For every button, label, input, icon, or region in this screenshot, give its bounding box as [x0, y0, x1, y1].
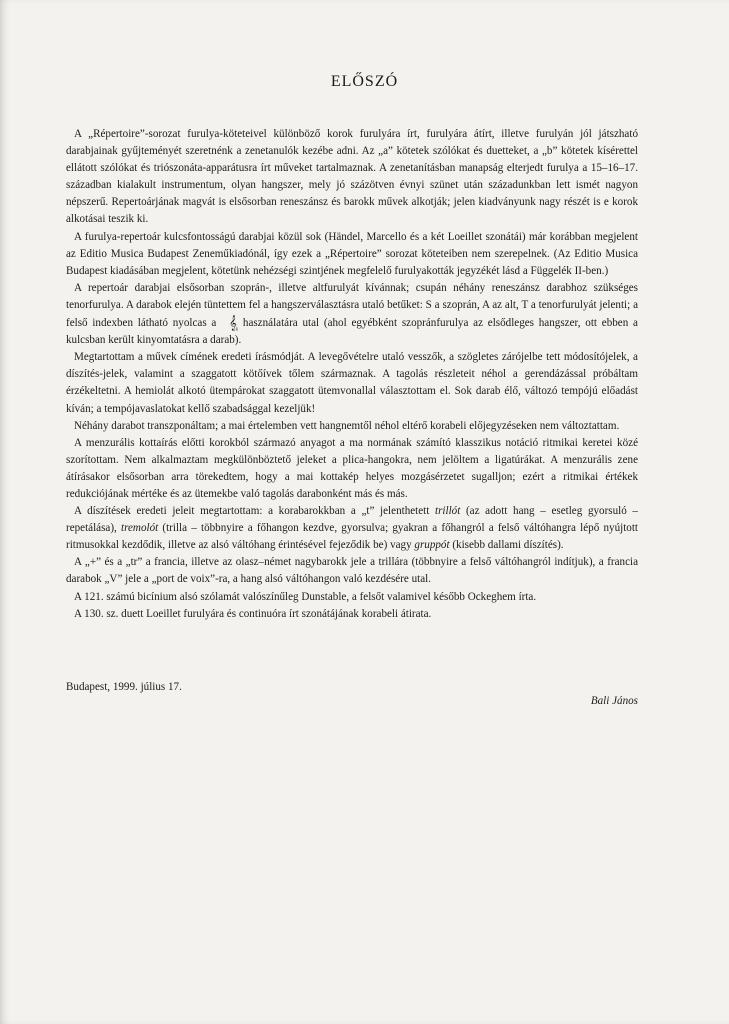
paragraph-10: A 130. sz. duett Loeillet furulyára és continuóra írt szonátájának korabeli átirata. [74, 607, 432, 620]
paragraph-3-head: A repertoár darabjai elsősorban szoprán-, illetve altfurulyát kívánnak; csupán néhány reneszánsz darabhoz szükséges tenorfurulya. A darabok elején tüntettem fel a hangszerválasztásra utaló betűket: S a szoprán, A az alt, T a tenorfurulyát jelenti; a felső indexben látható nyolcas a [66, 281, 638, 330]
paragraph-2: A furulya-repertoár kulcsfontosságú darabjai közül sok (Händel, Marcello és a két Loeillet szonátái) már korábban megjelent az Editio Musica Budapest Zeneműkiadónál, így ezek a „Répertoire” sorozat köteteiben nem szerepelnek. (Az Editio Musica Budapest kiadásában megjelent, kötetünk nehézségi szintjének megfelelő furulyakották jegyzékét lásd a Függelék II-ben.) [66, 230, 638, 277]
paragraph-3-tail: használatára utal (ahol egyébként szopránfurulya az elsődleges hangszer, ott ebben a kulcsban került kinyomtatásra a darab). [66, 317, 638, 347]
paragraph-7-b: (az adott hang – esetleg gyorsuló – repetálása), [66, 505, 638, 535]
paragraph-1: A „Répertoire”-sorozat furulya-köteteivel különböző korok furulyára írt, furulyára átírt, illetve furulyán jól játszható darabjainak gyűjteményét szeretnénk a zenetanulók kezébe adni. Az „a” kötetek szólókat és duetteket, a „b” kötetek kísérettel ellátott szólókat és triószonáta-apparátusra írt műveket tartalmaznak. A zenetanításban manapság elterjedt furulya a 15–16–17. században kialakult instrumentum, olyan hangszer, mely jó százötven évnyi szünet után századunkban lett ismét nagyon népszerű. Repertoárjának magvát is elsősorban reneszánsz és barokk művek alkotják; jelen kiadványunk nagy részét is e korok alkotásai teszik ki. [66, 128, 638, 226]
treble-clef-8-icon: 𝄠 [229, 316, 239, 332]
paragraph-5: Néhány darabot transzponáltam; a mai értelemben vett hangnemtől néhol eltérő korabeli előjegyzéseken nem változtattam. [74, 419, 620, 432]
term-tremolo: tremolót [121, 522, 159, 535]
paragraph-7-d: (trilla – többnyire a főhangon kezdve, gyorsulva; gyakran a főhangról a felső váltóhangra lépő nyújtott ritmusokkal kezdődik, illetve az alsó váltóhang érintésével fejeződik be) vagy [66, 522, 638, 552]
paragraph-7 [66, 503, 638, 554]
author-name: Bali János [590, 695, 638, 707]
term-trill: trillót [435, 505, 461, 518]
paragraph-8: A „+” és a „tr” a francia, illetve az olasz–német nagybarokk jele a trillára (többnyire a felső váltóhangról indítjuk), a francia darabok „V” jele a „port de voix”-ra, a hang alsó váltóhangon való kezdésére utal. [66, 556, 638, 586]
paragraph-4: Megtartottam a művek címének eredeti írásmódját. A levegővételre utaló vesszők, a szögletes zárójelbe tett módosítójelek, a díszítés-jelek, valamint a szaggatott kötőívek tőlem származnak. A tagolás részleteit néhol a gerendázással próbáltam érzékeltetni. A hemiolát alkotó ütempárokat szaggatott ütemvonallal választottam el. Sok darab élő, változó tempójú előadást kíván; a tempójavaslatokat kellő szabadsággal kezeljük! [66, 351, 638, 415]
paragraph-7-f: (kisebb dallami díszítés). [449, 539, 564, 552]
preface-body [66, 126, 638, 623]
place-date: Budapest, 1999. július 17. [66, 681, 182, 693]
term-gruppo: gruppót [414, 539, 450, 552]
page-title: ELŐSZÓ [330, 72, 399, 90]
paragraph-7-head: A díszítések eredeti jeleit megtartottam: a korabarokkban a „t” jelenthetett [74, 505, 430, 518]
paragraph-9: A 121. számú bicínium alsó szólamát valószínűleg Dunstable, a felsőt valamivel később Ockeghem írta. [74, 590, 537, 603]
paragraph-6: A menzurális kottaírás előtti korokból származó anyagot a ma normának számító klasszikus notáció ritmikai keretei közé szorítottam. Nem alkalmaztam megkülönböztető jeleket a plica-hangokra, nem jelöltem a ligatúrákat. A menzurális zene átírásakor elsősorban arra törekedtem, hogy a mai kottakép helyes mozgásérzetet sugalljon; ezért a ritmikai értékek redukciójának mértéke és az ütemekbe való tagolás darabonként más és más. [66, 436, 638, 500]
paragraph-3 [66, 280, 638, 349]
